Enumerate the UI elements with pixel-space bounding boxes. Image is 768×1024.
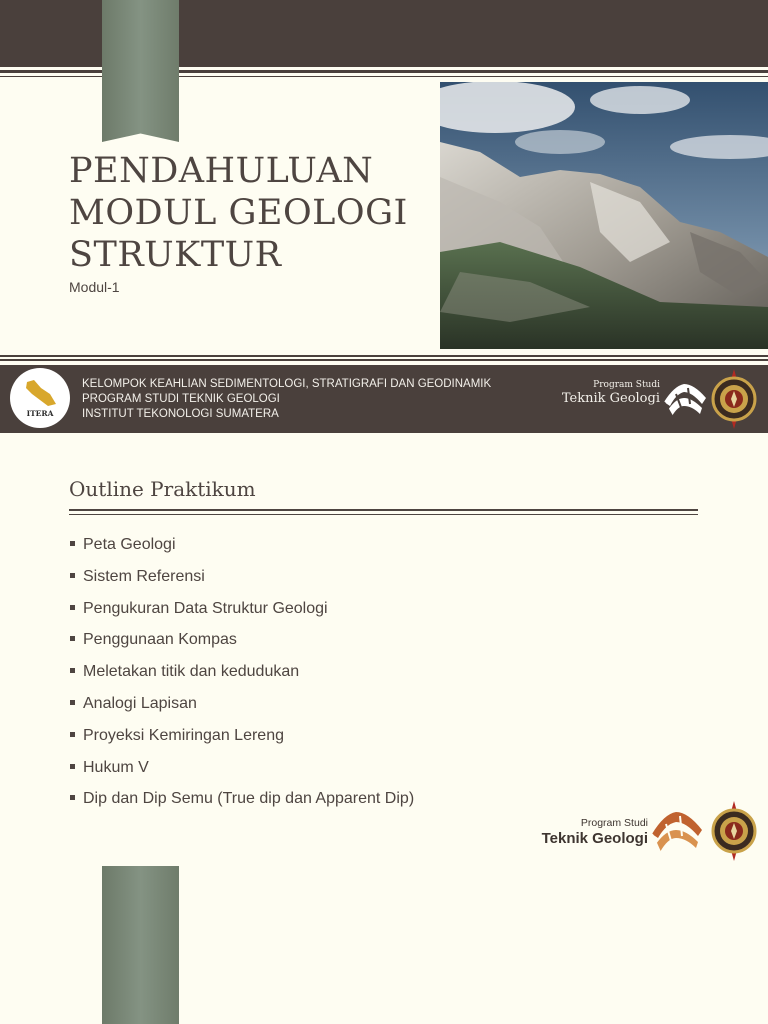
mountain-photo (440, 82, 768, 349)
compass-emblem-bottom-icon (708, 801, 760, 861)
bookmark-ribbon-top (102, 0, 179, 142)
program-logo-top-name: Teknik Geologi (561, 391, 660, 406)
strata-logo-color-icon (650, 808, 704, 856)
program-logo-bottom (520, 817, 648, 847)
outline-item (69, 691, 414, 723)
bullet-icon (70, 636, 75, 641)
outline-item (69, 596, 414, 628)
outline-item-label: Proyeksi Kemiringan Lereng (83, 726, 284, 744)
outline-heading: Outline Praktikum (69, 477, 256, 501)
outline-item-label: Peta Geologi (83, 536, 176, 553)
bullet-icon (70, 605, 75, 610)
program-logo-top-small: Program Studi (593, 380, 660, 390)
bullet-icon (70, 764, 75, 769)
itera-logo-label: ITERA (26, 409, 54, 418)
bullet-icon (70, 700, 75, 705)
bullet-icon (70, 795, 75, 800)
bookmark-ribbon-bottom (102, 866, 179, 1024)
slide-subtitle: Modul-1 (69, 279, 120, 295)
outline-list (69, 532, 414, 818)
institution-line-group: KELOMPOK KEAHLIAN SEDIMENTOLOGI, STRATIGRAFI DAN GEODINAMIK (82, 378, 492, 390)
outline-item (69, 564, 414, 596)
outline-item-label: Hukum V (83, 758, 149, 776)
slide-title: PENDAHULUAN MODUL GEOLOGI STRUKTUR (69, 151, 408, 275)
outline-item (69, 627, 414, 659)
compass-emblem-icon (708, 369, 760, 429)
outline-item (69, 755, 414, 787)
outline-item (69, 723, 414, 755)
itera-logo (10, 368, 70, 428)
outline-item-label: Pengukuran Data Struktur Geologi (83, 599, 328, 617)
band-rule-thin (0, 355, 768, 357)
bullet-icon (70, 732, 75, 737)
institution-line-program: PROGRAM STUDI TEKNIK GEOLOGI (82, 393, 280, 405)
outline-rule-thin (69, 514, 698, 515)
outline-item-label: Penggunaan Kompas (83, 631, 237, 649)
outline-item-label: Sistem Referensi (83, 567, 205, 585)
institution-line-university: INSTITUT TEKONOLOGI SUMATERA (82, 408, 279, 420)
program-logo-top (560, 380, 660, 407)
outline-item-label: Analogi Lapisan (83, 694, 197, 712)
band-rule (0, 359, 768, 361)
program-logo-bottom-small: Program Studi (580, 817, 648, 829)
outline-item-label: Meletakan titik dan kedudukan (83, 663, 300, 681)
bullet-icon (70, 541, 75, 546)
bullet-icon (70, 668, 75, 673)
strata-logo-icon (662, 380, 708, 420)
institution-text (82, 377, 491, 422)
outline-item (69, 786, 414, 818)
outline-item (69, 532, 414, 564)
outline-item (69, 659, 414, 691)
outline-item-label: Dip dan Dip Semu (True dip dan Apparent Dip) (83, 790, 415, 808)
outline-rule (69, 509, 698, 511)
bullet-icon (70, 573, 75, 578)
program-logo-bottom-name: Teknik Geologi (541, 830, 648, 847)
